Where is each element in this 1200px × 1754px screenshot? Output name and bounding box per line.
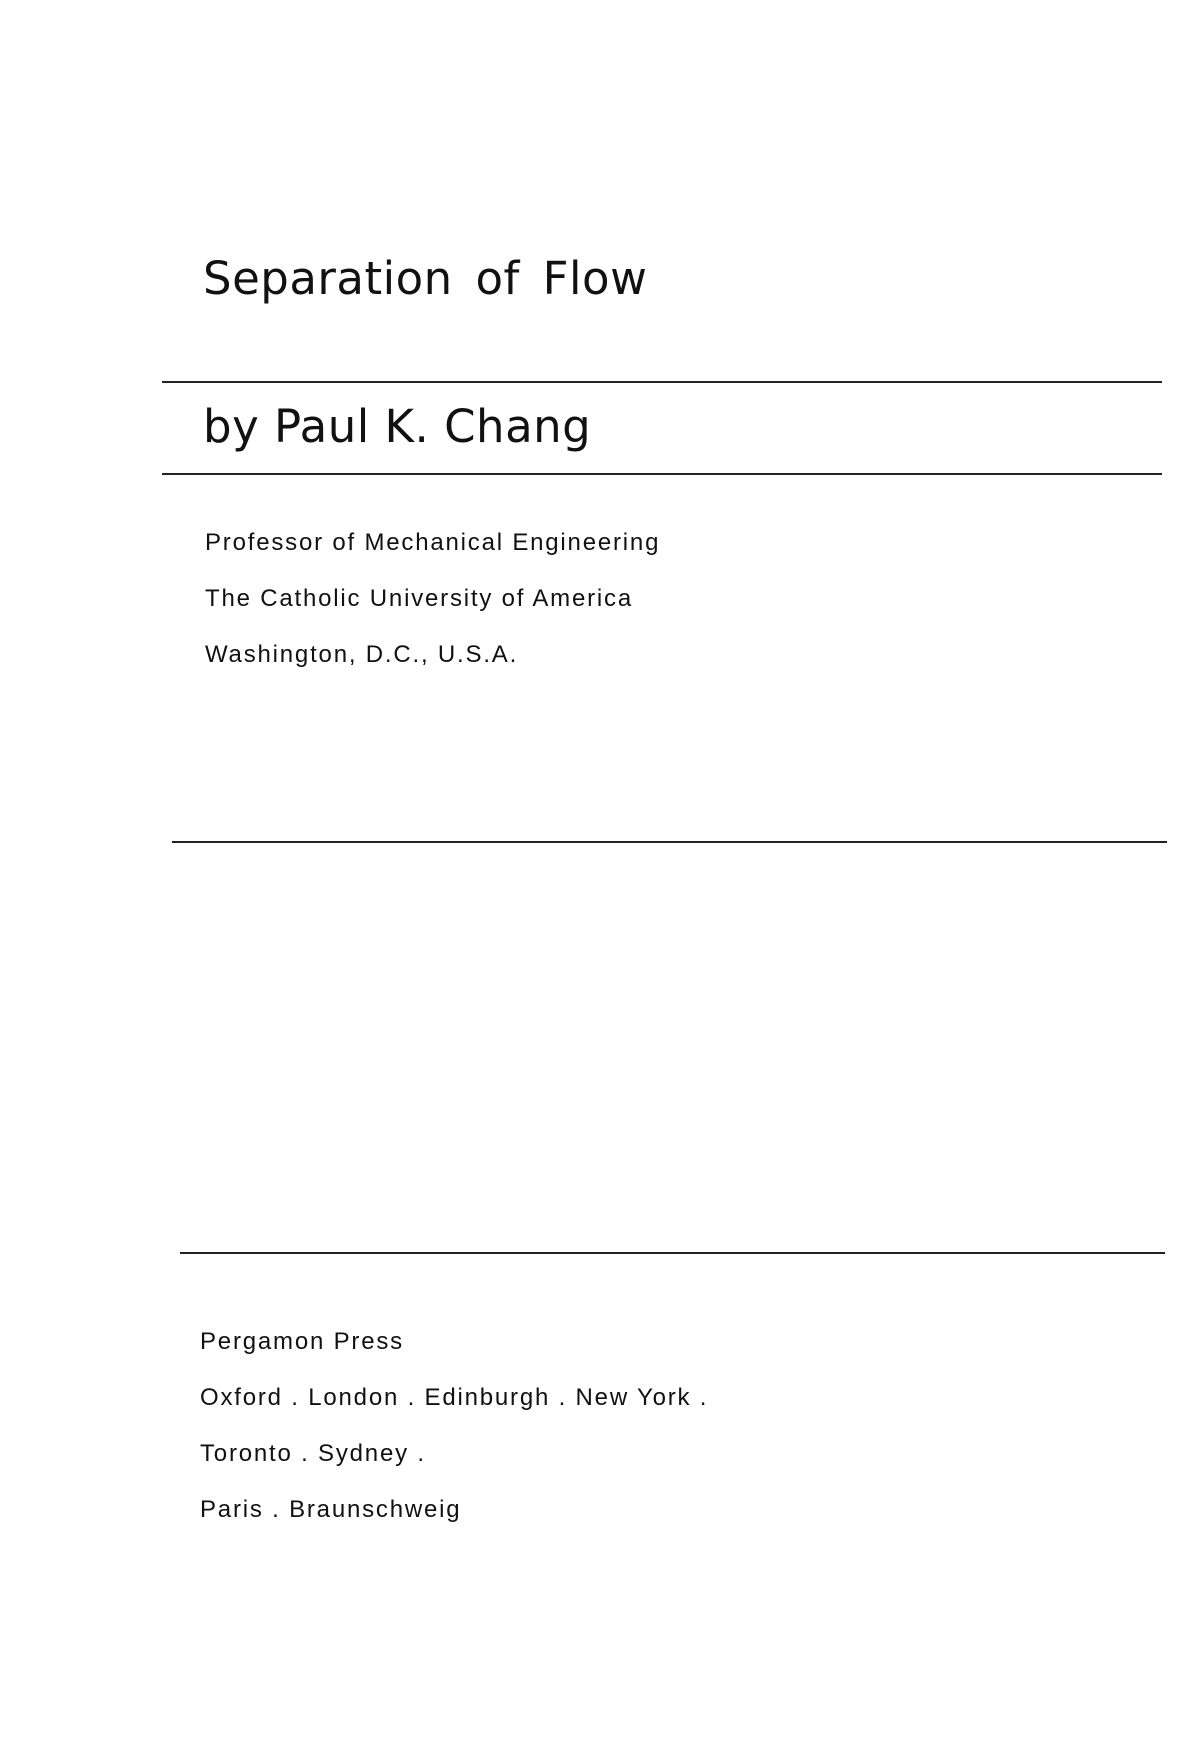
publisher-cities-line-2: Toronto . Sydney . (200, 1440, 426, 1467)
publisher-cities-line-3: Paris . Braunschweig (200, 1496, 462, 1523)
rule-above-publisher (180, 1252, 1165, 1254)
publisher-cities-line-1: Oxford . London . Edinburgh . New York . (200, 1384, 709, 1411)
publisher-name: Pergamon Press (200, 1328, 404, 1355)
rule-above-author (162, 381, 1162, 383)
affiliation-position: Professor of Mechanical Engineering (205, 529, 661, 556)
rule-middle (172, 841, 1167, 843)
author-line: by Paul K. Chang (203, 400, 592, 453)
rule-below-author (162, 473, 1162, 475)
book-title: Separation of Flow (203, 252, 648, 305)
affiliation-university: The Catholic University of America (205, 585, 633, 612)
affiliation-location: Washington, D.C., U.S.A. (205, 641, 519, 668)
